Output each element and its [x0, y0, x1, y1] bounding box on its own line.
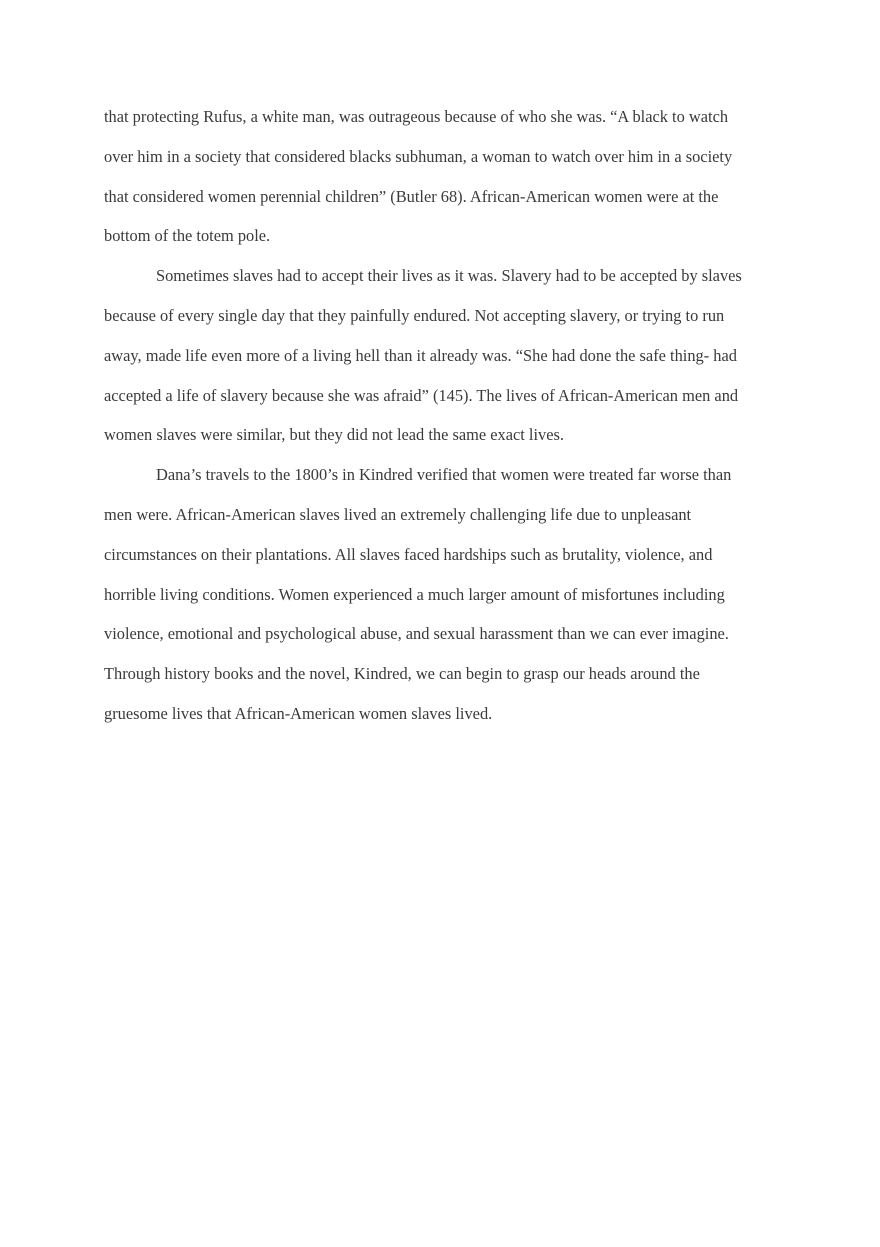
text-line: that protecting Rufus, a white man, was outrageous because of who she was. “A black to watch	[104, 107, 729, 126]
text-line: that considered women perennial children” (Butler 68). African-American women were at the	[104, 186, 719, 206]
text-line: away, made life even more of a living hell than it already was. “She had done the safe thing- had	[104, 345, 737, 365]
essay-body	[104, 97, 780, 734]
text-line: circumstances on their plantations. All slaves faced hardships such as brutality, violence, and	[104, 544, 713, 564]
text-line: bottom of the totem pole.	[104, 226, 271, 246]
text-line: men were. African-American slaves lived an extremely challenging life due to unpleasant	[104, 504, 692, 524]
text-line: because of every single day that they painfully endured. Not accepting slavery, or trying to run	[104, 305, 725, 325]
text-line: gruesome lives that African-American women slaves lived.	[104, 703, 493, 723]
text-line: women slaves were similar, but they did not lead the same exact lives.	[104, 425, 564, 445]
paragraph-first-line: Dana’s travels to the 1800’s in Kindred verified that women were treated far worse than	[156, 465, 732, 485]
text-line: accepted a life of slavery because she was afraid” (145). The lives of African-American men and	[104, 385, 739, 405]
text-line: over him in a society that considered blacks subhuman, a woman to watch over him in a society	[104, 146, 733, 166]
text-line: Through history books and the novel, Kindred, we can begin to grasp our heads around the	[104, 664, 700, 684]
text-line: horrible living conditions. Women experienced a much larger amount of misfortunes including	[104, 584, 725, 604]
paragraph-first-line: Sometimes slaves had to accept their lives as it was. Slavery had to be accepted by slaves	[156, 266, 742, 286]
text-line: violence, emotional and psychological abuse, and sexual harassment than we can ever imagine.	[104, 624, 729, 644]
